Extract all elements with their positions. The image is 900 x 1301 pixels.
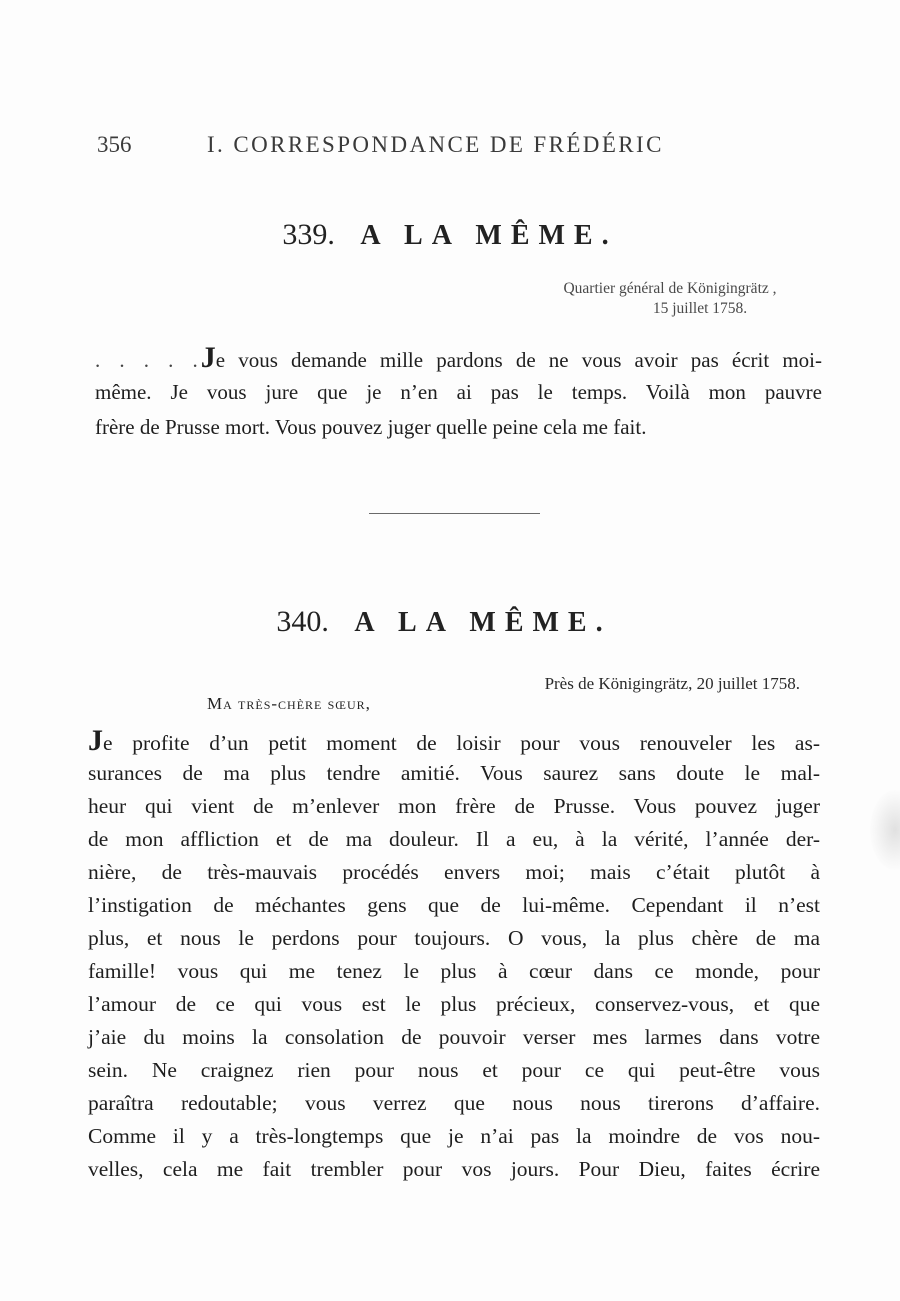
paper-smudge <box>870 790 900 870</box>
dateline-place: Quartier général de Königingrätz , <box>563 280 777 297</box>
letter-title: A LA MÊME. <box>354 607 612 638</box>
text-line: velles, cela me fait trembler pour vos jours. Pour Dieu, faites écrire <box>88 1157 820 1181</box>
letter-340-body <box>88 724 820 1186</box>
text-line: sein. Ne craignez rien pour nous et pour ce qui peut-être vous <box>88 1058 820 1082</box>
text-line: plus, et nous le perdons pour toujours. O vous, la plus chère de ma <box>88 926 820 950</box>
text-line: nière, de très-mauvais procédés envers moi; mais c’était plutôt à <box>88 860 820 884</box>
initial-letter: J <box>200 341 216 374</box>
running-head <box>97 128 737 162</box>
letter-339-body <box>95 340 822 445</box>
letter-340-heading <box>0 605 894 639</box>
text-line: Je profite d’un petit moment de loisir pour vous renouveler les as- <box>88 724 820 757</box>
text-line: famille! vous qui me tenez le plus à cœur dans ce monde, pour <box>88 959 820 983</box>
letter-339-dateline <box>528 279 812 319</box>
text-line: j’aie du moins la consolation de pouvoir verser mes larmes dans votre <box>88 1025 820 1049</box>
text-line: l’instigation de méchantes gens que de lui-même. Cependant il n’est <box>88 893 820 917</box>
salutation: Ma très-chère sœur, <box>207 694 371 713</box>
text-line: même. Je vous jure que je n’en ai pas le temps. Voilà mon pauvre <box>95 380 822 404</box>
text-line: . . . . .Je vous demande mille pardons de ne vous avoir pas écrit moi- <box>95 341 823 374</box>
letter-title: A LA MÊME. <box>360 220 618 251</box>
text-line: surances de ma plus tendre amitié. Vous saurez sans doute le mal- <box>88 761 820 785</box>
text-line: Comme il y a très-longtemps que je n’ai pas la moindre de vos nou- <box>88 1124 820 1148</box>
letter-number: 340. <box>276 605 329 638</box>
dateline-date: 15 juillet 1758. <box>652 300 748 317</box>
letter-340-dateline <box>480 674 800 694</box>
letter-number: 339. <box>282 218 335 251</box>
text-line: heur qui vient de m’enlever mon frère de Prusse. Vous pouvez juger <box>88 794 820 818</box>
text-line: l’amour de ce qui vous est le plus précieux, conservez-vous, et que <box>88 992 820 1016</box>
text-line: de mon affliction et de ma douleur. Il a eu, à la vérité, l’année der- <box>88 827 820 851</box>
text-line: paraîtra redoutable; vous verrez que nous nous tirerons d’affaire. <box>88 1091 820 1115</box>
section-separator-rule <box>369 513 540 514</box>
running-head-title: I. CORRESPONDANCE DE FRÉDÉRIC <box>207 132 664 157</box>
ellipsis-leader: . . . . . <box>95 348 201 372</box>
initial-letter: J <box>88 724 103 757</box>
text-line: frère de Prusse mort. Vous pouvez juger quelle peine cela me fait. <box>95 415 647 439</box>
page-number: 356 <box>97 132 132 157</box>
dateline-place-date: Près de Königingrätz, 20 juillet 1758. <box>544 674 800 693</box>
letter-339-heading <box>0 218 900 252</box>
